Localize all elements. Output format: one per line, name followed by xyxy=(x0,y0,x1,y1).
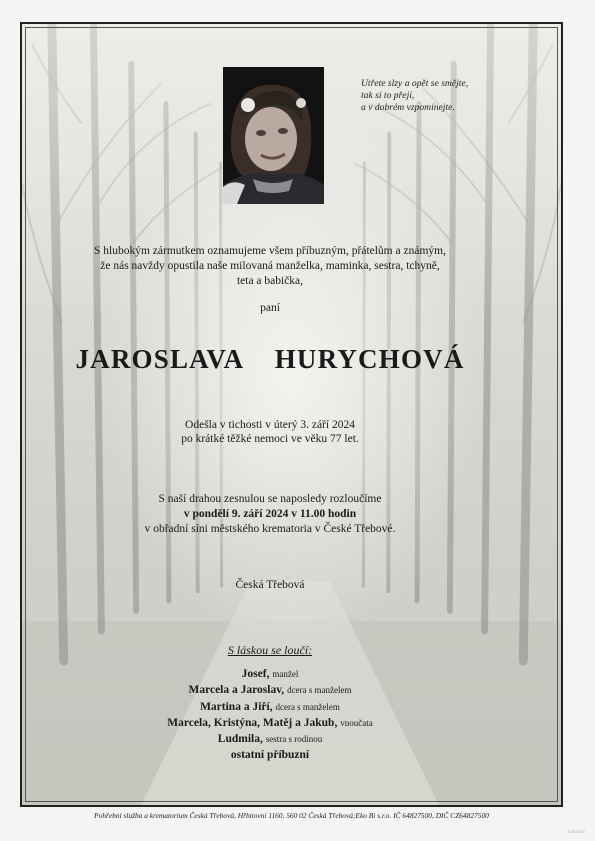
funeral-date-time: v pondělí 9. září 2024 v 11.00 hodin xyxy=(183,508,357,520)
honorific: paní xyxy=(260,302,280,314)
announcement-line: teta a babička, xyxy=(236,275,304,287)
funeral-service-footer: Pohřební služba a krematorium Česká Třebová, Hřbitovní 1160, 560 02 Česká Třebová;Eko Bi s.r.o. IČ 64827500, DIČ CZ64827500 xyxy=(94,811,489,820)
mourner-name: Josef, xyxy=(241,668,270,680)
funeral-details xyxy=(40,492,500,537)
mourner-name: Marcela a Jaroslav, xyxy=(188,684,285,697)
mourner-relation: dcera s manželem xyxy=(287,685,352,696)
quote-line: tak si to přeji, xyxy=(361,90,415,101)
mourner-name: Martina a Jiří, xyxy=(200,700,273,713)
mourner-name: ostatní příbuzní xyxy=(230,749,310,762)
quote-line: a v dobrém vzpomínejte. xyxy=(361,102,455,113)
mourner-row xyxy=(60,666,480,682)
mourner-relation: sestra s rodinou xyxy=(265,734,323,745)
deceased-name: JAROSLAVA HURYCHOVÁ xyxy=(75,344,465,374)
mourner-relation: vnoučata xyxy=(340,717,373,728)
mourner-row xyxy=(60,715,480,731)
memorial-quote xyxy=(361,78,531,114)
mourner-name: Ludmila, xyxy=(217,733,263,746)
mourner-row xyxy=(60,699,480,715)
document-code: S-ND-007 xyxy=(567,829,585,834)
funeral-intro: S naší drahou zesnulou se naposledy rozloučíme xyxy=(158,493,382,505)
announcement-line: že nás navždy opustila naše milovaná manželka, maminka, sestra, tchyně, xyxy=(100,260,440,272)
announcement-text xyxy=(60,244,480,289)
death-line: po krátké těžké nemoci ve věku 77 let. xyxy=(181,433,359,445)
town-name: Česká Třebová xyxy=(235,579,305,591)
death-line: Odešla v tichosti v úterý 3. září 2024 xyxy=(185,419,355,431)
portrait-photo xyxy=(223,67,324,204)
mourner-name: Marcela, Kristýna, Matěj a Jakub, xyxy=(167,716,338,729)
quote-line: Utřete slzy a opět se smějte, xyxy=(361,78,469,89)
mourner-relation: manžel xyxy=(272,669,299,679)
mourner-row xyxy=(60,731,480,747)
mourner-row xyxy=(60,682,480,698)
mourners-list xyxy=(60,666,480,764)
mourners-heading: S láskou se loučí: xyxy=(227,643,313,657)
funeral-venue: v obřadní síni městského krematoria v České Třebové. xyxy=(144,523,396,535)
mourner-relation: dcera s manželem xyxy=(275,701,340,712)
death-notice xyxy=(60,418,480,446)
announcement-line: S hlubokým zármutkem oznamujeme všem příbuzným, přátelům a známým, xyxy=(94,245,446,257)
mourner-row xyxy=(60,747,480,763)
